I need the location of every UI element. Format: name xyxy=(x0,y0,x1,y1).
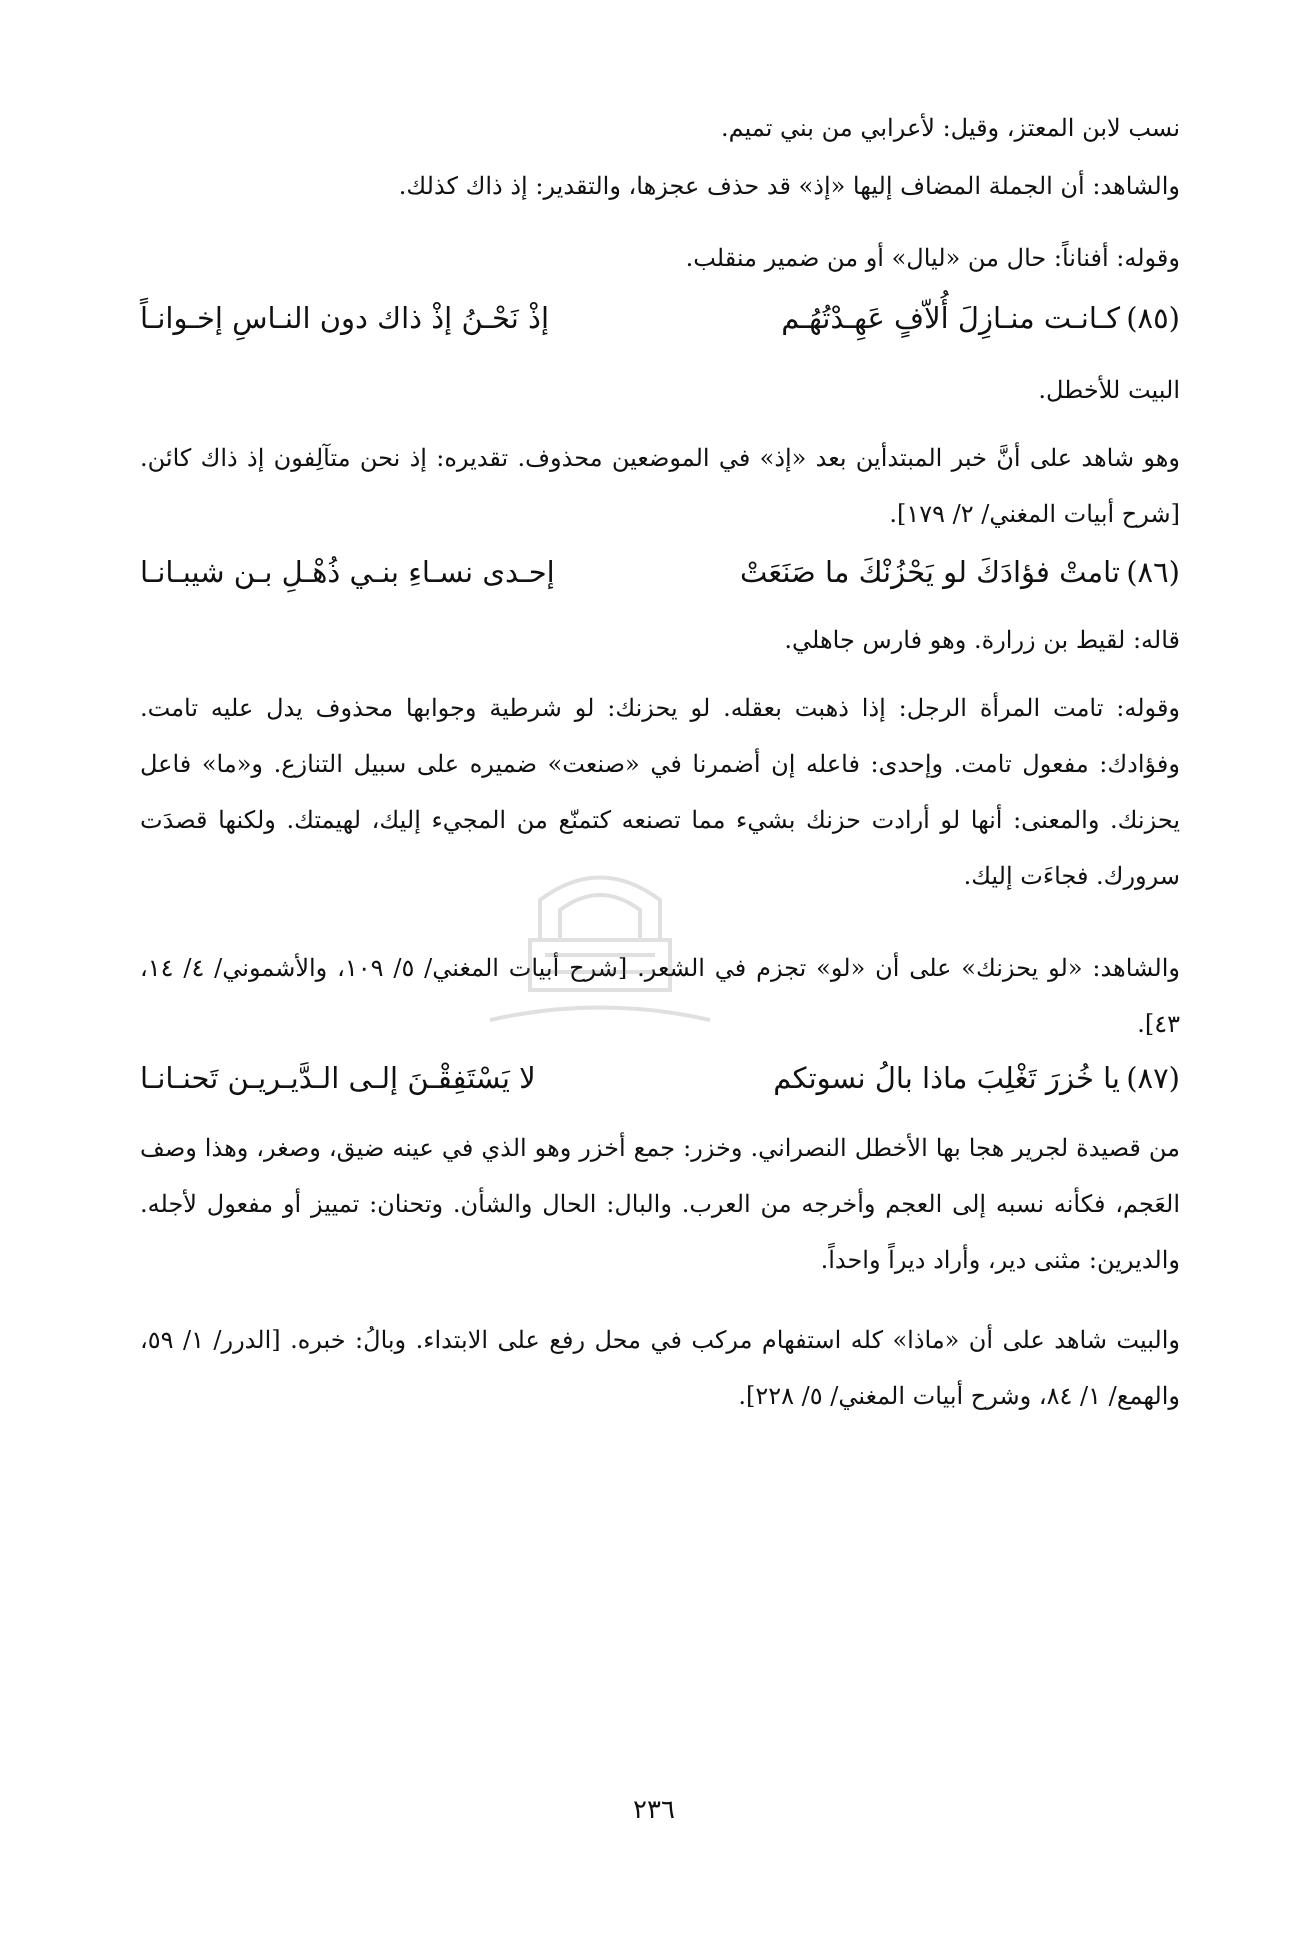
verse-85 xyxy=(140,290,1180,346)
paragraph-shahid-86: والشاهد: «لو يحزنك» على أن «لو» تجزم في الشعر. [شرح أبيات المغني/ ٥/ ١٠٩، والأشموني/ ٤/ ١٤، ٤٣]. xyxy=(140,954,1180,1038)
paragraph-poet-86: قاله: لقيط بن زرارة. وهو فارس جاهلي. xyxy=(784,626,1180,654)
paragraph-commentary-87: من قصيدة لجرير هجا بها الأخطل النصراني. وخزر: جمع أخزر وهو الذي في عينه ضيق، وصغر، وهذا وصف العَجم، فكأنه نسبه إلى العجم وأخرجه من العرب. والبال: الحال والشأن. وتحنان: تمييز أو مفعول لأجله. والديرين: مثنى دير، وأراد ديراً واحداً. xyxy=(140,1134,1180,1274)
paragraph-shahid-85: وهو شاهد على أنَّ خبر المبتدأين بعد «إذ» في الموضعين محذوف. تقديره: إذ نحن متآلِفون إذ ذاك كائن. [شرح أبيات المغني/ ٢/ ١٧٩]. xyxy=(140,444,1180,528)
paragraph-shahid-1: والشاهد: أن الجملة المضاف إليها «إذ» قد حذف عجزها، والتقدير: إذ ذاك كذلك. xyxy=(398,172,1180,200)
paragraph-commentary-86: وقوله: تامت المرأة الرجل: إذا ذهبت بعقله. لو يحزنك: لو شرطية وجوابها محذوف يدل عليه تامت. وفؤادك: مفعول تامت. وإحدى: فاعله إن أضمرنا في «صنعت» ضميره على سبيل التنازع. و«ما» فاعل يحزنك. والمعنى: أنها لو أرادت حزنك بشيء مما تصنعه كتمنّع من المجيء إليك، لهيمتك. ولكنها قصدَت سرورك. فجاءَت إليك. xyxy=(140,694,1181,890)
paragraph-poet-85: البيت للأخطل. xyxy=(1038,376,1180,404)
library-watermark-stamp-icon xyxy=(480,860,720,1040)
verse-86 xyxy=(140,544,1180,600)
verse-number: (٨٧) xyxy=(1126,1061,1180,1095)
verse-first-hemistich: كـانـت منـازِلَ أُلاّفٍ عَهِـدْتُهُـم xyxy=(781,301,1120,335)
verse-first-hemistich: يا خُزرَ تَغْلِبَ ماذا بالُ نسوتكم xyxy=(773,1061,1120,1095)
page-number: ٢٣٦ xyxy=(633,1795,675,1825)
verse-87 xyxy=(140,1050,1180,1106)
paragraph-attribution: نسب لابن المعتز، وقيل: لأعرابي من بني تميم. xyxy=(721,114,1180,142)
paragraph-shahid-87: والبيت شاهد على أن «ماذا» كله استفهام مركب في محل رفع على الابتداء. وبالُ: خبره. [الدرر/ ١/ ٥٩، والهمع/ ١/ ٨٤، وشرح أبيات المغني/ ٥/ ٢٢٨]. xyxy=(140,1326,1181,1410)
verse-second-hemistich: إحـدى نسـاءِ بنـي ذُهْـلِ بـن شيبـانـا xyxy=(140,555,555,589)
paragraph-commentary-1: وقوله: أفناناً: حال من «ليال» أو من ضمير منقلب. xyxy=(685,244,1180,272)
verse-number: (٨٦) xyxy=(1126,555,1180,589)
verse-number: (٨٥) xyxy=(1126,301,1180,335)
verse-second-hemistich: لا يَسْتَفِقْـنَ إلـى الـدَّيـريـن تَحنـانـا xyxy=(140,1061,536,1095)
verse-first-hemistich: تامتْ فؤادَكَ لو يَحْزُنْكَ ما صَنَعَتْ xyxy=(739,555,1120,589)
verse-second-hemistich: إذْ نَحْـنُ إذْ ذاك دون النـاسِ إخـوانـاً xyxy=(140,301,550,335)
